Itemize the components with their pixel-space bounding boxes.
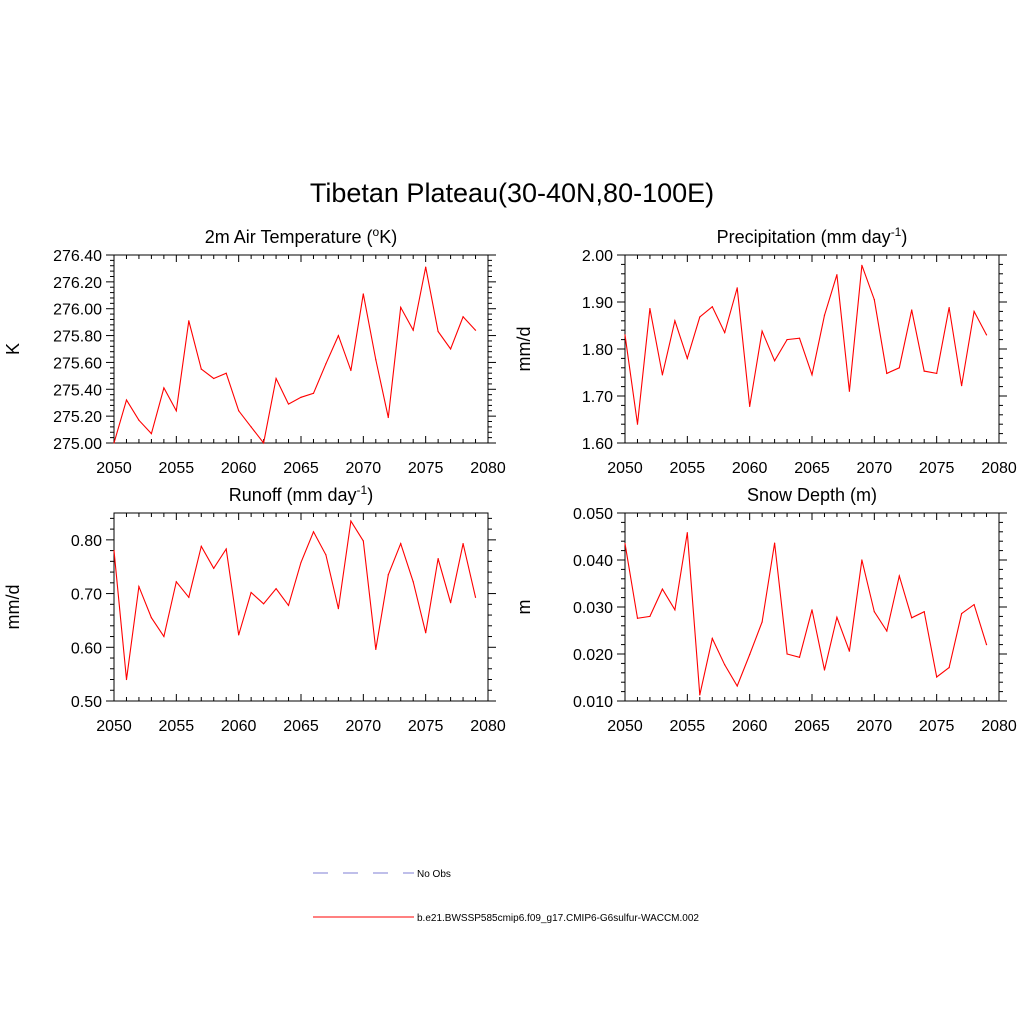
data-point bbox=[475, 330, 476, 331]
y-axis-label: mm/d bbox=[3, 584, 23, 630]
data-point bbox=[138, 420, 139, 421]
y-tick-label: 2.00 bbox=[581, 248, 613, 265]
data-point bbox=[300, 562, 301, 563]
data-point bbox=[674, 320, 675, 321]
data-point bbox=[151, 433, 152, 434]
legend-label-model: b.e21.BWSSP585cmip6.f09_g17.CMIP6-G6sulfur-WACCM.002 bbox=[417, 913, 699, 924]
x-tick-label: 2065 bbox=[794, 460, 830, 477]
data-point bbox=[425, 266, 426, 267]
x-tick-label: 2075 bbox=[918, 718, 955, 735]
data-point bbox=[824, 315, 825, 316]
data-point bbox=[799, 657, 800, 658]
data-point bbox=[724, 332, 725, 333]
data-point bbox=[288, 605, 289, 606]
y-tick-label: 1.60 bbox=[581, 436, 613, 453]
data-point bbox=[263, 442, 264, 443]
data-point bbox=[126, 679, 127, 680]
y-tick-label: 275.60 bbox=[53, 355, 102, 373]
data-point bbox=[238, 410, 239, 411]
series-line bbox=[625, 265, 987, 424]
data-point bbox=[749, 406, 750, 407]
x-tick-label: 2080 bbox=[470, 460, 506, 477]
panel-title: Runoff (mm day$^{-1}$) bbox=[228, 483, 374, 505]
data-point bbox=[824, 669, 825, 670]
data-point bbox=[462, 543, 463, 544]
y-tick-label: 0.60 bbox=[70, 640, 102, 658]
data-point bbox=[949, 667, 950, 668]
data-point bbox=[949, 307, 950, 308]
x-tick-label: 2055 bbox=[669, 718, 706, 735]
data-point bbox=[637, 618, 638, 619]
data-point bbox=[226, 373, 227, 374]
y-tick-label: 0.020 bbox=[572, 647, 613, 664]
data-point bbox=[687, 358, 688, 359]
data-point bbox=[138, 586, 139, 587]
series-line bbox=[114, 521, 476, 679]
data-point bbox=[811, 609, 812, 610]
data-point bbox=[849, 391, 850, 392]
y-axis-label: K bbox=[3, 342, 23, 356]
data-point bbox=[874, 299, 875, 300]
data-point bbox=[263, 603, 264, 604]
y-tick-label: 1.90 bbox=[581, 295, 613, 312]
x-tick-label: 2060 bbox=[731, 460, 768, 477]
data-point bbox=[749, 654, 750, 655]
data-point bbox=[300, 397, 301, 398]
data-point bbox=[363, 293, 364, 294]
data-point bbox=[413, 330, 414, 331]
data-point bbox=[774, 360, 775, 361]
data-point bbox=[624, 334, 625, 335]
y-tick-label: 0.80 bbox=[70, 532, 102, 550]
y-tick-label: 0.040 bbox=[572, 553, 613, 570]
x-tick-label: 2055 bbox=[669, 460, 706, 477]
data-point bbox=[811, 374, 812, 375]
data-point bbox=[886, 630, 887, 631]
panel-3 bbox=[3, 483, 506, 735]
data-point bbox=[388, 574, 389, 575]
x-tick-label: 2080 bbox=[981, 718, 1017, 735]
x-tick-label: 2055 bbox=[158, 460, 195, 477]
y-tick-label: 275.80 bbox=[53, 328, 102, 346]
y-tick-label: 0.050 bbox=[572, 506, 613, 523]
x-tick-label: 2065 bbox=[794, 718, 830, 735]
data-point bbox=[724, 664, 725, 665]
data-point bbox=[438, 331, 439, 332]
data-point bbox=[275, 588, 276, 589]
data-point bbox=[712, 306, 713, 307]
data-point bbox=[251, 426, 252, 427]
data-point bbox=[201, 546, 202, 547]
y-tick-label: 0.70 bbox=[70, 586, 102, 604]
y-tick-label: 276.40 bbox=[53, 248, 102, 265]
data-point bbox=[325, 363, 326, 364]
data-point bbox=[438, 558, 439, 559]
y-tick-label: 276.20 bbox=[53, 274, 102, 292]
data-point bbox=[213, 568, 214, 569]
y-tick-label: 0.010 bbox=[572, 694, 613, 711]
data-point bbox=[388, 417, 389, 418]
data-point bbox=[899, 575, 900, 576]
data-point bbox=[238, 634, 239, 635]
y-tick-label: 1.80 bbox=[581, 342, 613, 359]
data-point bbox=[886, 373, 887, 374]
data-point bbox=[325, 554, 326, 555]
data-point bbox=[861, 265, 862, 266]
data-point bbox=[251, 592, 252, 593]
plot-frame bbox=[114, 255, 488, 443]
data-point bbox=[836, 274, 837, 275]
x-tick-label: 2080 bbox=[981, 460, 1017, 477]
x-tick-label: 2050 bbox=[607, 460, 643, 477]
data-point bbox=[400, 543, 401, 544]
chart-panels bbox=[3, 225, 1017, 735]
series-line bbox=[114, 267, 476, 443]
data-point bbox=[151, 617, 152, 618]
data-point bbox=[737, 287, 738, 288]
data-point bbox=[113, 442, 114, 443]
x-tick-label: 2060 bbox=[220, 718, 257, 735]
data-point bbox=[662, 589, 663, 590]
panel-title: 2m Air Temperature ($^o$K) bbox=[204, 225, 398, 247]
data-point bbox=[450, 602, 451, 603]
data-point bbox=[176, 410, 177, 411]
data-point bbox=[350, 370, 351, 371]
panel-1 bbox=[3, 225, 506, 477]
data-point bbox=[924, 611, 925, 612]
data-point bbox=[986, 644, 987, 645]
x-tick-label: 2070 bbox=[345, 460, 382, 477]
data-point bbox=[712, 638, 713, 639]
x-tick-label: 2060 bbox=[220, 460, 257, 477]
data-point bbox=[936, 676, 937, 677]
data-point bbox=[936, 373, 937, 374]
x-tick-label: 2050 bbox=[96, 460, 132, 477]
data-point bbox=[687, 532, 688, 533]
data-point bbox=[350, 520, 351, 521]
x-tick-label: 2060 bbox=[731, 718, 768, 735]
data-point bbox=[961, 613, 962, 614]
y-tick-label: 0.030 bbox=[572, 600, 613, 617]
data-point bbox=[226, 548, 227, 549]
x-tick-label: 2055 bbox=[158, 718, 195, 735]
y-tick-label: 276.00 bbox=[53, 301, 102, 319]
data-point bbox=[475, 597, 476, 598]
data-point bbox=[450, 348, 451, 349]
data-point bbox=[338, 608, 339, 609]
panel-2 bbox=[514, 225, 1017, 477]
data-point bbox=[338, 335, 339, 336]
panel-title: Precipitation (mm day$^{-1}$) bbox=[716, 225, 908, 247]
data-point bbox=[699, 316, 700, 317]
data-point bbox=[874, 611, 875, 612]
x-tick-label: 2075 bbox=[918, 460, 955, 477]
y-tick-label: 275.00 bbox=[53, 436, 102, 453]
x-tick-label: 2070 bbox=[856, 460, 893, 477]
data-point bbox=[413, 581, 414, 582]
plot-frame bbox=[625, 255, 999, 443]
legend bbox=[313, 869, 699, 924]
data-point bbox=[786, 339, 787, 340]
x-tick-label: 2050 bbox=[607, 718, 643, 735]
data-point bbox=[762, 331, 763, 332]
x-tick-label: 2065 bbox=[283, 460, 319, 477]
data-point bbox=[126, 399, 127, 400]
data-point bbox=[924, 370, 925, 371]
data-point bbox=[275, 378, 276, 379]
data-point bbox=[986, 334, 987, 335]
x-tick-label: 2065 bbox=[283, 718, 319, 735]
data-point bbox=[762, 621, 763, 622]
data-point bbox=[113, 550, 114, 551]
data-point bbox=[911, 617, 912, 618]
data-point bbox=[624, 543, 625, 544]
data-point bbox=[313, 393, 314, 394]
panel-title: Snow Depth (m) bbox=[746, 485, 878, 505]
x-tick-label: 2075 bbox=[407, 718, 444, 735]
y-tick-label: 275.40 bbox=[53, 382, 102, 400]
data-point bbox=[799, 338, 800, 339]
data-point bbox=[699, 694, 700, 695]
data-point bbox=[973, 604, 974, 605]
data-point bbox=[649, 308, 650, 309]
data-point bbox=[911, 309, 912, 310]
data-point bbox=[899, 367, 900, 368]
y-tick-label: 1.70 bbox=[581, 389, 613, 406]
data-point bbox=[786, 653, 787, 654]
data-point bbox=[163, 387, 164, 388]
y-tick-label: 0.50 bbox=[70, 694, 102, 711]
y-axis-label: m bbox=[514, 599, 534, 615]
x-tick-label: 2075 bbox=[407, 460, 444, 477]
data-point bbox=[637, 424, 638, 425]
series-line bbox=[625, 533, 987, 695]
y-axis-label: mm/d bbox=[514, 326, 534, 372]
data-point bbox=[288, 403, 289, 404]
data-point bbox=[836, 617, 837, 618]
data-point bbox=[649, 616, 650, 617]
data-point bbox=[462, 316, 463, 317]
data-point bbox=[213, 378, 214, 379]
data-point bbox=[425, 632, 426, 633]
y-tick-label: 275.20 bbox=[53, 409, 102, 427]
panel-4 bbox=[514, 485, 1017, 735]
legend-label-no-obs: No Obs bbox=[417, 869, 451, 880]
data-point bbox=[861, 559, 862, 560]
figure-title: Tibetan Plateau(30-40N,80-100E) bbox=[309, 178, 715, 208]
data-point bbox=[774, 542, 775, 543]
data-point bbox=[375, 649, 376, 650]
data-point bbox=[849, 651, 850, 652]
data-point bbox=[188, 320, 189, 321]
x-tick-label: 2070 bbox=[856, 718, 893, 735]
data-point bbox=[737, 685, 738, 686]
x-tick-label: 2050 bbox=[96, 718, 132, 735]
data-point bbox=[375, 359, 376, 360]
data-point bbox=[961, 385, 962, 386]
data-point bbox=[400, 307, 401, 308]
x-tick-label: 2070 bbox=[345, 718, 382, 735]
data-point bbox=[176, 581, 177, 582]
data-point bbox=[201, 369, 202, 370]
data-point bbox=[674, 609, 675, 610]
data-point bbox=[662, 374, 663, 375]
data-point bbox=[163, 636, 164, 637]
data-point bbox=[973, 311, 974, 312]
data-point bbox=[188, 597, 189, 598]
data-point bbox=[313, 531, 314, 532]
x-tick-label: 2080 bbox=[470, 718, 506, 735]
data-point bbox=[363, 540, 364, 541]
